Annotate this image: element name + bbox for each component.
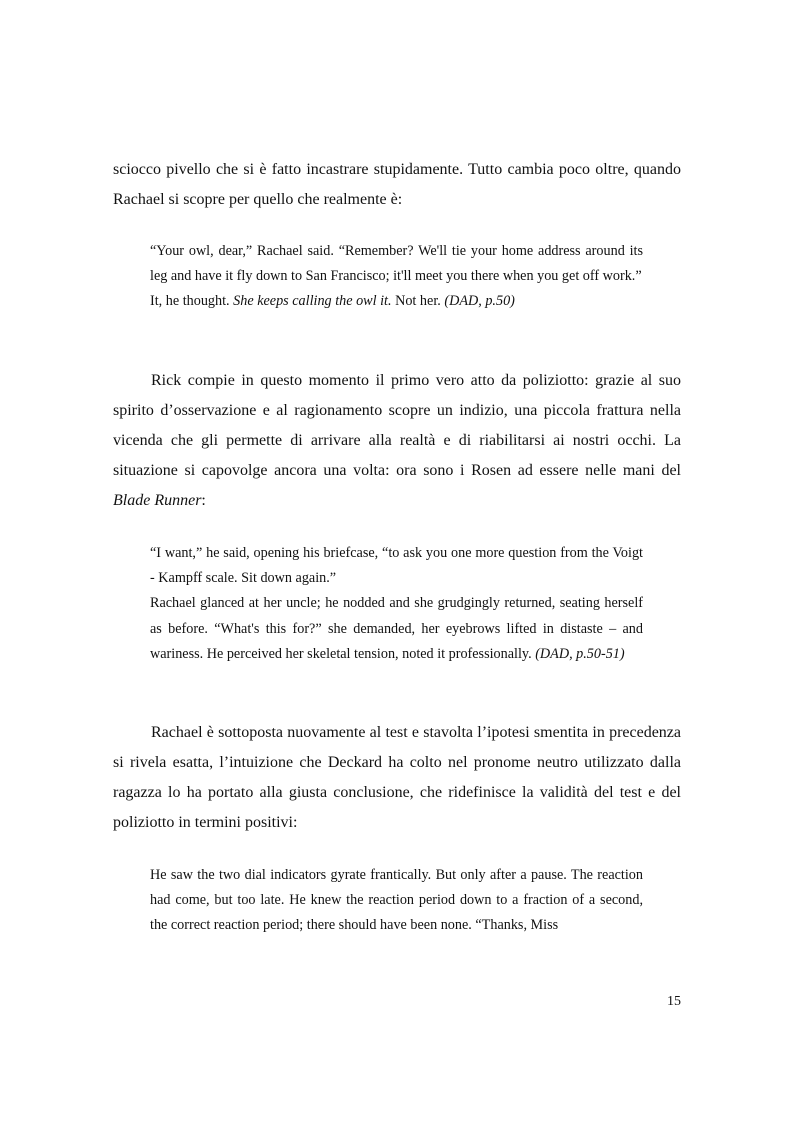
quote-2-text: Rachael glanced at her uncle; he nodded and she grudgingly returned, seating herself as before. “What's this for?” she demanded, her eyebrows lifted in distaste – and wariness. He perceived her skeletal tension, noted it professionally. [150, 595, 643, 662]
block-quote-2 [150, 541, 643, 667]
block-quote-2-line-1: “I want,” he said, opening his briefcase, “to ask you one more question from the Voigt - Kampff scale. Sit down again.” [150, 545, 643, 587]
paragraph-2 [113, 366, 681, 516]
block-quote-2-line-2 [150, 591, 643, 667]
block-quote-3 [150, 863, 643, 939]
paragraph-2-text: Rick compie in questo momento il primo vero atto da poliziotto: grazie al suo spirito d’osservazione e al ragionamento scopre un indizio, una piccola frattura nella vicenda che gli permette di arrivare alla realtà e di riabilitarsi ai nostri occhi. La situazione si capovolge ancora una volta: ora sono i Rosen ad essere nelle mani del [113, 372, 681, 479]
paragraph-3 [113, 718, 681, 838]
block-quote-1-line-1: “Your owl, dear,” Rachael said. “Remember? We'll tie your home address around its leg and have it fly down to San Francisco; it'll meet you there when you get off work.” [150, 243, 643, 285]
quote-1-text-b: Not her. [391, 293, 445, 310]
quote-2-citation: (DAD, p.50-51) [535, 645, 625, 662]
paragraph-1 [113, 155, 681, 215]
quote-1-citation: (DAD, p.50) [444, 293, 515, 310]
quote-1-text-a: It, he thought. [150, 293, 234, 310]
block-quote-1 [150, 239, 643, 315]
block-quote-1-line-2 [150, 289, 643, 314]
paragraph-2-end: : [201, 492, 206, 509]
paragraph-2-italic-title: Blade Runner [113, 492, 202, 509]
paragraph-1-text: sciocco pivello che si è fatto incastrare stupidamente. Tutto cambia poco oltre, quando Rachael si scopre per quello che realmente è: [113, 161, 681, 208]
block-quote-3-text: He saw the two dial indicators gyrate frantically. But only after a pause. The reaction had come, but too late. He knew the reaction period down to a fraction of a second, the correct reaction period; there should have been none. “Thanks, Miss [150, 867, 643, 934]
page-number: 15 [667, 994, 681, 1009]
quote-1-italic: She keeps calling the owl it. [233, 293, 392, 310]
paragraph-3-text: Rachael è sottoposta nuovamente al test e stavolta l’ipotesi smentita in precedenza si rivela esatta, l’intuizione che Deckard ha colto nel pronome neutro utilizzato dalla ragazza lo ha portato alla giusta conclusione, che ridefinisce la validità del test e del poliziotto in termini positivi: [113, 724, 681, 831]
